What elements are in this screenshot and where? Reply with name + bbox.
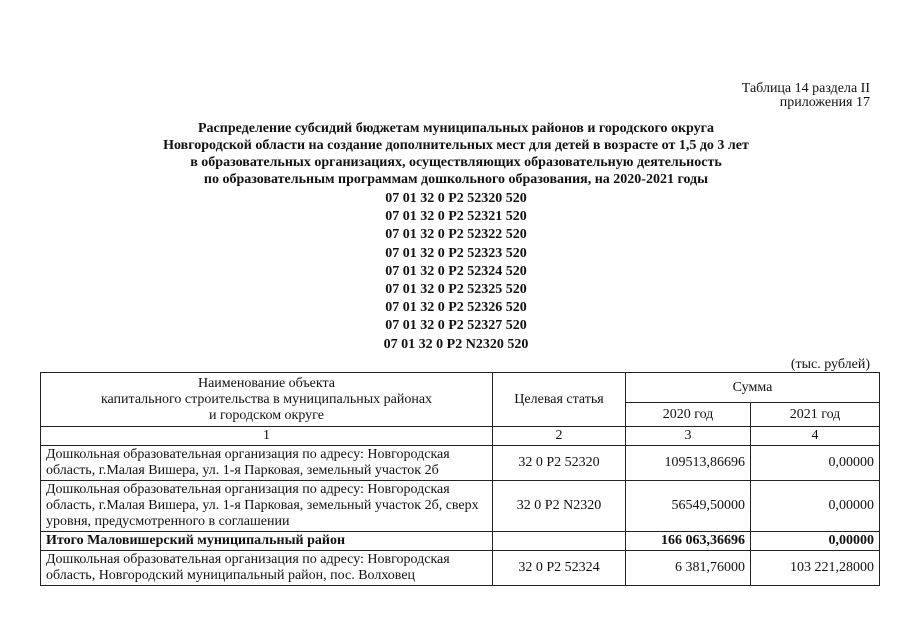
column-number: 3	[626, 427, 751, 446]
budget-code: 07 01 32 0 P2 52322 520	[385, 227, 527, 243]
amount-2021-cell: 0,00000	[751, 481, 880, 532]
amount-2020-cell: 6 381,76000	[626, 551, 751, 586]
column-number: 4	[751, 427, 880, 446]
header-sum: Сумма	[626, 373, 880, 403]
object-name-cell: Дошкольная образовательная организация по адресу: Новгородская область, г.Малая Вишера, ул. 1-я Парковая, земельный участок 2б	[41, 446, 493, 481]
column-number: 2	[493, 427, 626, 446]
article-cell: 32 0 Р2 52320	[493, 446, 626, 481]
table-row	[41, 551, 880, 586]
amount-2021-cell: 0,00000	[751, 446, 880, 481]
budget-code: 07 01 32 0 P2 N2320 520	[383, 336, 529, 352]
table-reference	[742, 82, 870, 110]
amount-2020-cell: 56549,50000	[626, 481, 751, 532]
object-name-cell: Дошкольная образовательная организация по адресу: Новгородская область, Новгородский муниципальный район, пос. Волховец	[41, 551, 493, 586]
header-year-2020: 2020 год	[626, 403, 751, 427]
document-title	[40, 120, 872, 188]
title-line-4: по образовательным программам дошкольного образования, на 2020-2021 годы	[203, 172, 709, 187]
amount-2021-cell: 0,00000	[751, 532, 880, 551]
header-object-name: Наименование объекта капитального строительства в муниципальных районах и городском округе	[41, 373, 493, 427]
amount-2021-cell: 103 221,28000	[751, 551, 880, 586]
article-cell	[493, 532, 626, 551]
column-number: 1	[41, 427, 493, 446]
object-name-cell: Итого Маловишерский муниципальный район	[41, 532, 493, 551]
budget-codes	[40, 190, 872, 354]
budget-code: 07 01 32 0 P2 52320 520	[385, 191, 527, 206]
amount-2020-cell: 109513,86696	[626, 446, 751, 481]
amount-2020-cell: 166 063,36696	[626, 532, 751, 551]
ref-line-1: Таблица 14 раздела II	[741, 81, 870, 96]
object-name-cell: Дошкольная образовательная организация по адресу: Новгородская область, г.Малая Вишера, ул. 1-я Парковая, земельный участок 2б, сверх уровня, предусмотренного в соглашении	[41, 481, 493, 532]
ref-line-2: приложения 17	[779, 95, 870, 110]
article-cell: 32 0 Р2 52324	[493, 551, 626, 586]
header-year-2021: 2021 год	[751, 403, 880, 427]
budget-code: 07 01 32 0 P2 52324 520	[385, 263, 527, 279]
title-line-1: Распределение субсидий бюджетам муниципальных районов и городского округа	[198, 121, 714, 136]
table-row-total	[41, 532, 880, 551]
title-line-2: Новгородской области на создание дополнительных мест для детей в возрасте от 1,5 до 3 лет	[163, 138, 749, 153]
budget-code: 07 01 32 0 P2 52325 520	[385, 282, 527, 298]
table-row	[41, 481, 880, 532]
budget-code: 07 01 32 0 P2 52321 520	[385, 209, 527, 225]
budget-code: 07 01 32 0 P2 52326 520	[385, 300, 527, 316]
header-target-article: Целевая статья	[493, 373, 626, 427]
budget-code: 07 01 32 0 P2 52323 520	[385, 245, 527, 261]
article-cell: 32 0 Р2 N2320	[493, 481, 626, 532]
subsidy-table	[40, 372, 880, 586]
budget-code: 07 01 32 0 P2 52327 520	[385, 318, 527, 334]
units-label: (тыс. рублей)	[790, 357, 870, 372]
header-row	[41, 373, 880, 403]
column-numbers-row	[41, 427, 880, 446]
title-line-3: в образовательных организациях, осуществляющих образовательную деятельность	[190, 155, 722, 170]
table-row	[41, 446, 880, 481]
